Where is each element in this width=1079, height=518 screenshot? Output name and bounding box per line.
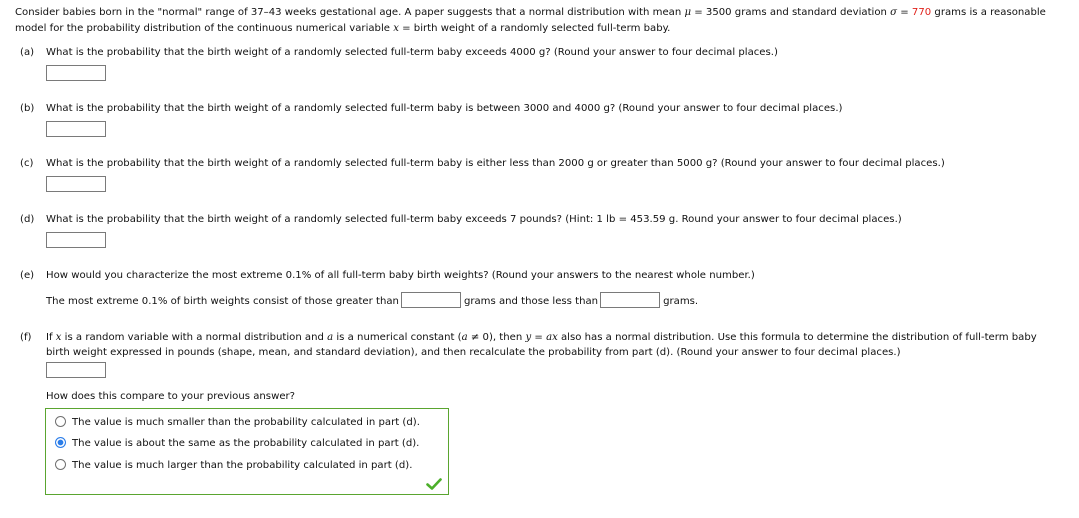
- answer-input-a[interactable]: [46, 65, 106, 81]
- question-label: (d): [20, 214, 35, 225]
- choice-about-same[interactable]: [55, 437, 419, 451]
- question-label: (e): [20, 270, 35, 281]
- a-variable: a: [327, 332, 334, 343]
- choice-much-larger[interactable]: [55, 459, 412, 473]
- radio-button[interactable]: [55, 416, 66, 427]
- answer-input-f[interactable]: [46, 362, 106, 378]
- choice-label: The value is about the same as the probability calculated in part (d).: [72, 438, 420, 449]
- compare-prompt: How does this compare to your previous answer?: [46, 391, 296, 402]
- question-text: How would you characterize the most extreme 0.1% of all full-term baby birth weights? (Round your answers to the nearest whole number.): [46, 270, 755, 281]
- question-label: (a): [20, 47, 35, 58]
- question-c: [20, 156, 945, 171]
- ax-expression: ax: [546, 332, 558, 343]
- question-text: If x is a random variable with a normal distribution and a is a numerical constant (a ≠ 0), then y = ax also has a normal distribution. Use this formula to determine the distribution of full-term baby birth weight expressed in pounds (shape, mean, and standard deviation), and then recalculate the probability from part (d). (Round your answer to four decimal places.): [46, 332, 1037, 358]
- question-text: What is the probability that the birth weight of a randomly selected full-term baby exceeds 4000 g? (Round your answer to four decimal places.): [46, 47, 778, 58]
- answer-input-b[interactable]: [46, 121, 106, 137]
- question-e-answer-line: [46, 293, 698, 309]
- question-text: What is the probability that the birth weight of a randomly selected full-term baby is between 3000 and 4000 g? (Round your answer to four decimal places.): [46, 103, 843, 114]
- checkmark-icon: [426, 478, 442, 490]
- answer-choices: [45, 408, 449, 495]
- intro-text: =: [897, 7, 912, 18]
- question-e: [20, 268, 755, 283]
- sigma-symbol: σ: [890, 7, 898, 18]
- question-label: (b): [20, 103, 35, 114]
- y-variable: y: [525, 332, 532, 343]
- radio-button[interactable]: [55, 459, 66, 470]
- question-f: [20, 330, 1060, 360]
- question-a: [20, 45, 778, 60]
- choice-label: The value is much smaller than the probability calculated in part (d).: [72, 417, 420, 428]
- question-text: What is the probability that the birth weight of a randomly selected full-term baby exceeds 7 pounds? (Hint: 1 lb = 453.59 g. Round your answer to four decimal places.): [46, 214, 902, 225]
- choice-much-smaller[interactable]: [55, 416, 420, 430]
- answer-input-d[interactable]: [46, 232, 106, 248]
- answer-input-e-greater[interactable]: [401, 292, 461, 308]
- problem-intro: [15, 5, 1055, 36]
- question-label: (f): [20, 332, 32, 343]
- sigma-value: 770: [911, 7, 932, 18]
- answer-input-c[interactable]: [46, 176, 106, 192]
- question-label: (c): [20, 158, 34, 169]
- a-variable: a: [461, 332, 468, 343]
- answer-line-text: The most extreme 0.1% of birth weights consist of those greater than: [46, 296, 399, 307]
- intro-text: = 3500 grams and standard deviation: [691, 7, 891, 18]
- x-variable: x: [393, 22, 399, 34]
- question-text: What is the probability that the birth weight of a randomly selected full-term baby is either less than 2000 g or greater than 5000 g? (Round your answer to four decimal places.): [46, 158, 945, 169]
- answer-line-text: grams.: [663, 296, 699, 307]
- mu-symbol: μ: [684, 7, 692, 18]
- choice-label: The value is much larger than the probability calculated in part (d).: [72, 460, 413, 471]
- question-d: [20, 212, 902, 227]
- x-variable: x: [55, 332, 62, 343]
- radio-button-selected[interactable]: [55, 437, 66, 448]
- intro-text: = birth weight of a randomly selected full-term baby.: [398, 22, 671, 34]
- intro-text: grams is a reasonable model for the probability distribution of the continuous numerical variable: [15, 7, 1046, 34]
- question-b: [20, 101, 842, 116]
- answer-input-e-less[interactable]: [600, 292, 660, 308]
- answer-line-text: grams and those less than: [463, 296, 599, 307]
- intro-text: Consider babies born in the "normal" range of 37–43 weeks gestational age. A paper suggests that a normal distribution with mean: [15, 7, 685, 18]
